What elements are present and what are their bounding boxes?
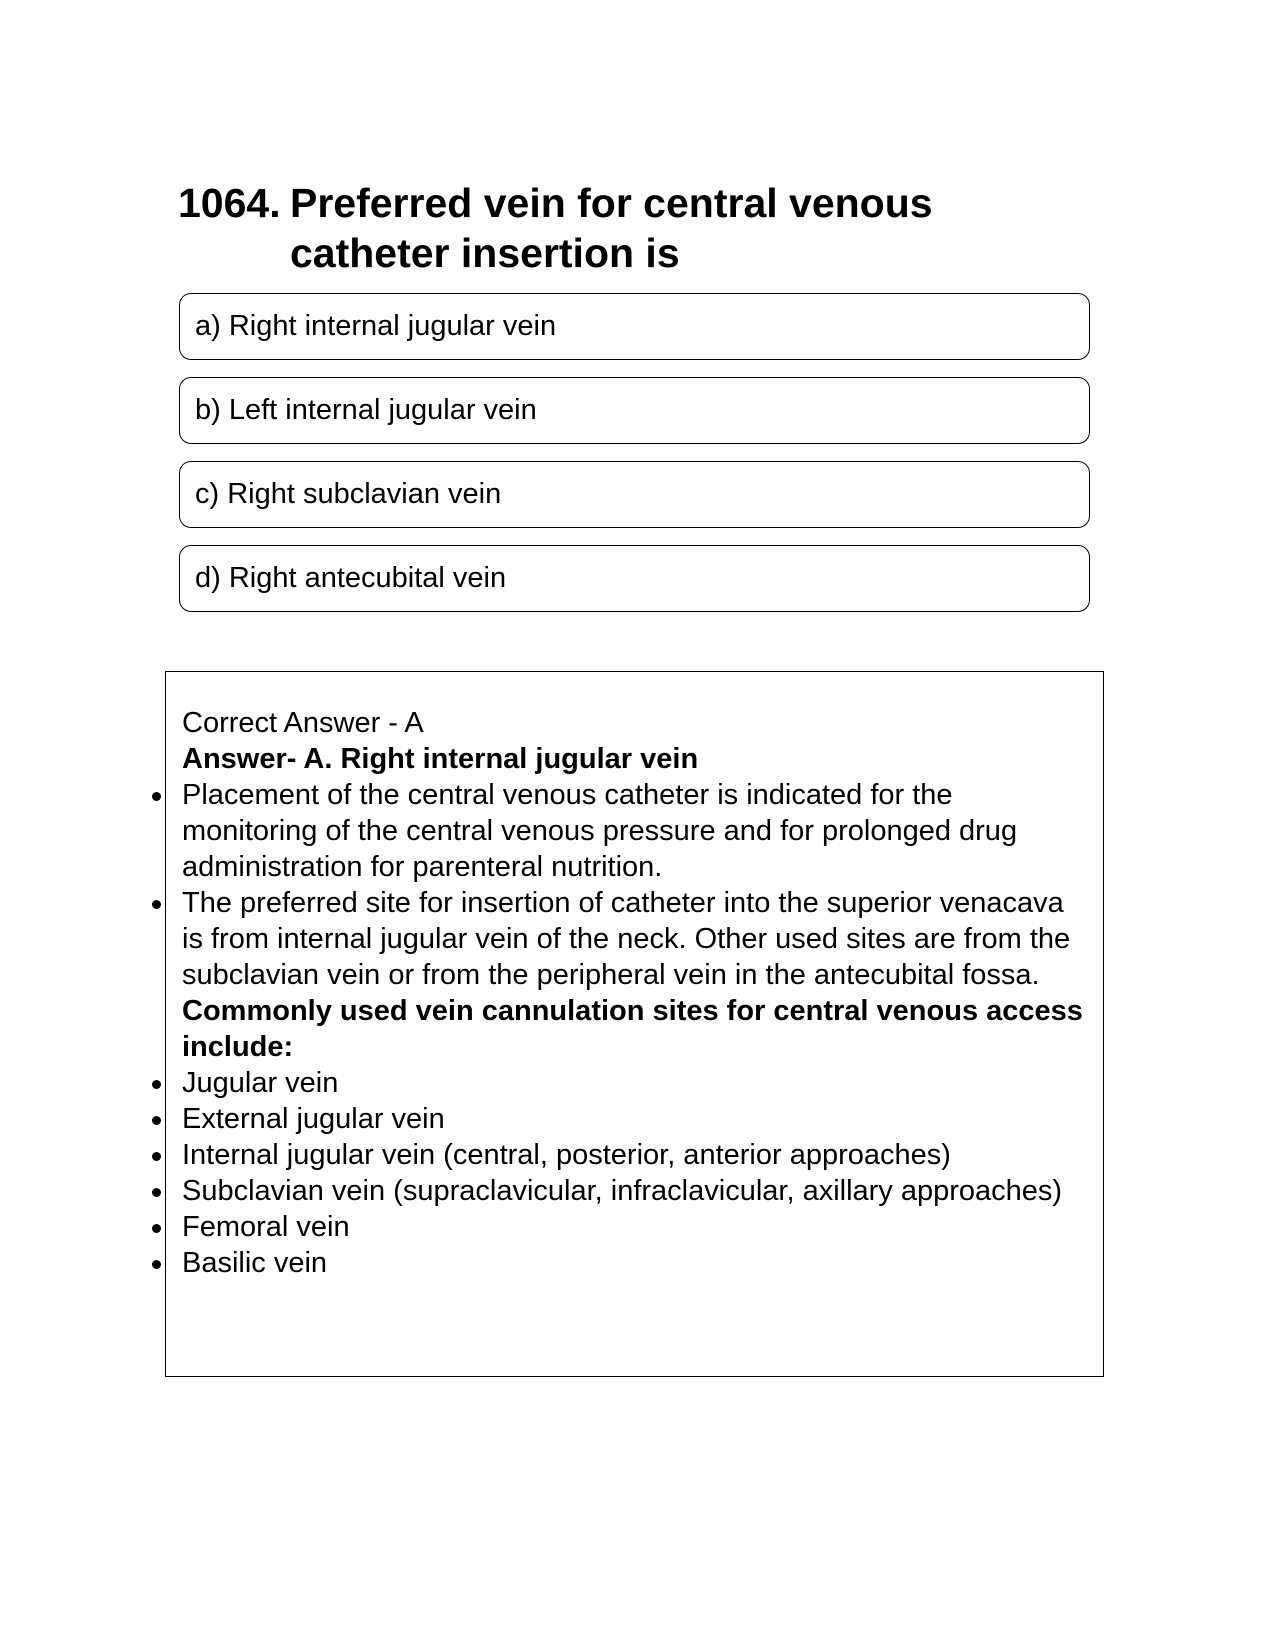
options-list bbox=[179, 293, 1090, 629]
question-text: Preferred vein for central venous catheter insertion is bbox=[290, 180, 933, 276]
site-item: Femoral vein bbox=[182, 1209, 1092, 1245]
option-c[interactable]: c) Right subclavian vein bbox=[179, 461, 1090, 528]
option-d[interactable]: d) Right antecubital vein bbox=[179, 545, 1090, 612]
site-item: Basilic vein bbox=[182, 1245, 1092, 1281]
answer-heading: Answer- A. Right internal jugular vein bbox=[182, 743, 699, 775]
explanation-list bbox=[182, 777, 1092, 993]
sites-subheading: Commonly used vein cannulation sites for central venous access include: bbox=[182, 995, 1083, 1063]
answer-explanation-box bbox=[165, 671, 1104, 1377]
option-b[interactable]: b) Left internal jugular vein bbox=[179, 377, 1090, 444]
sites-list bbox=[182, 1065, 1092, 1281]
site-item: Subclavian vein (supraclavicular, infraclavicular, axillary approaches) bbox=[182, 1173, 1092, 1209]
correct-answer-label: Correct Answer - A bbox=[182, 707, 424, 739]
question-number: 1064. bbox=[178, 180, 281, 226]
site-item: External jugular vein bbox=[182, 1101, 1092, 1137]
site-item: Jugular vein bbox=[182, 1065, 1092, 1101]
answer-content bbox=[182, 705, 1092, 1281]
explanation-item: The preferred site for insertion of catheter into the superior venacava is from internal jugular vein of the neck. Other used sites are from the subclavian vein or from the peripheral vein in the antecubital fossa. bbox=[182, 885, 1092, 993]
explanation-item: Placement of the central venous catheter is indicated for the monitoring of the central venous pressure and for prolonged drug administration for parenteral nutrition. bbox=[182, 777, 1092, 885]
question-heading bbox=[178, 178, 1078, 278]
site-item: Internal jugular vein (central, posterior, anterior approaches) bbox=[182, 1137, 1092, 1173]
option-a[interactable]: a) Right internal jugular vein bbox=[179, 293, 1090, 360]
